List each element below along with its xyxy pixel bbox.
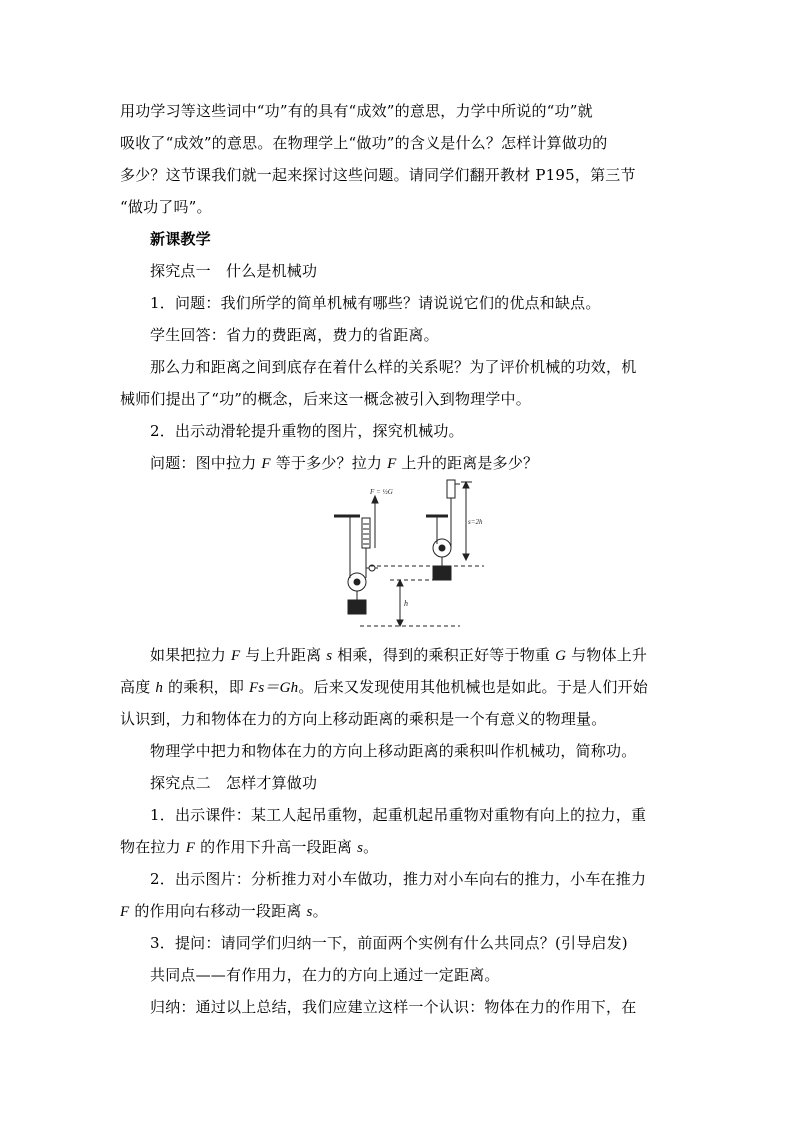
- label-s: s=2h: [468, 518, 483, 526]
- symbol-h: h: [155, 680, 164, 696]
- weight-left: [348, 600, 366, 614]
- symbol-F: F: [120, 904, 130, 920]
- symbol-F: F: [387, 456, 397, 472]
- text-run: 相乘，得到的乘积正好等于物重: [332, 646, 556, 664]
- paragraph-line: 共同点——有作用力，在力的方向上通过一定距离。: [150, 966, 500, 984]
- symbol-s: s: [306, 904, 313, 920]
- symbol-F: F: [185, 840, 196, 856]
- spring-scale-right: [447, 480, 455, 498]
- paragraph-line: 那么力和距离之间到底存在着什么样的关系呢？为了评价机械的功效，机: [150, 358, 637, 376]
- paragraph-line: 用功学习等这些词中“功”有的具有“成效”的意思，力学中所说的“功”就: [120, 102, 593, 120]
- paragraph-line: “做功了吗”。: [120, 198, 212, 216]
- paragraph-line: 多少？这节课我们就一起来探讨这些问题。请同学们翻开教材 P195，第三节: [120, 166, 636, 184]
- text-run: 物在拉力: [120, 838, 186, 856]
- question-line: 3．提问：请同学们归纳一下，前面两个实例有什么共同点？(引导启发): [150, 934, 628, 952]
- paragraph-line: 2．出示图片：分析推力对小车做功，推力对小车向右的推力，小车在推力: [150, 870, 647, 888]
- symbol-F: F: [261, 456, 271, 472]
- question-line: 1．问题：我们所学的简单机械有哪些？请说说它们的优点和缺点。: [150, 294, 601, 312]
- subsection-title: 探究点二 怎样才算做功: [150, 774, 318, 792]
- text-run: 。后来又发现使用其他机械也是如此。于是人们开始: [298, 678, 648, 696]
- text-run: 的乘积，即: [163, 678, 250, 696]
- paragraph-line: 1．出示课件：某工人起吊重物，起重机起吊重物对重物有向上的拉力，重: [150, 806, 647, 824]
- text-run: 。: [363, 838, 379, 856]
- text-run: 等于多少？拉力: [270, 454, 388, 472]
- paragraph-line: [120, 837, 676, 858]
- subsection-title: 探究点一 什么是机械功: [150, 262, 318, 280]
- symbol-s: s: [326, 648, 333, 664]
- paragraph-line: 吸收了“成效”的意思。在物理学上“做功”的含义是什么？怎样计算做功的: [120, 134, 608, 152]
- definition-line: 物理学中把力和物体在力的方向上移动距离的乘积叫作机械功，简称功。: [150, 742, 637, 760]
- weight-right: [433, 566, 451, 580]
- text-run: 问题：图中拉力: [150, 454, 262, 472]
- section-heading: 新课教学: [150, 230, 211, 248]
- question-line: [150, 453, 676, 474]
- paragraph-line: 认识到，力和物体在力的方向上移动距离的乘积是一个有意义的物理量。: [120, 710, 607, 728]
- label-h: h: [404, 599, 408, 608]
- paragraph-line: [120, 677, 676, 698]
- answer-line: 学生回答：省力的费距离，费力的省距离。: [150, 326, 439, 344]
- text-run: 的作用向右移动一段距离: [129, 902, 307, 920]
- paragraph-line: [120, 901, 676, 922]
- symbol-s: s: [357, 840, 364, 856]
- equation: Fs＝Gh: [249, 680, 299, 696]
- pulley-figure: [330, 478, 486, 630]
- question-line: 2．出示动滑轮提升重物的图片，探究机械功。: [150, 422, 464, 440]
- paragraph-line: 械师们提出了“功”的概念，后来这一概念被引入到物理学中。: [120, 390, 531, 408]
- text-run: 上升的距离是多少？: [396, 454, 539, 472]
- text-run: 的作用下升高一段距离: [195, 838, 358, 856]
- paragraph-line: 归纳：通过以上总结，我们应建立这样一个认识：物体在力的作用下，在: [150, 998, 637, 1016]
- symbol-F: F: [230, 648, 241, 664]
- symbol-G: G: [555, 648, 567, 664]
- text-run: 。: [312, 902, 328, 920]
- text-run: 高度: [120, 678, 156, 696]
- text-run: 与物体上升: [566, 646, 648, 664]
- label-force: F = ½G: [370, 488, 393, 496]
- paragraph-line: [150, 645, 676, 666]
- text-run: 如果把拉力: [150, 646, 231, 664]
- text-run: 与上升距离: [240, 646, 327, 664]
